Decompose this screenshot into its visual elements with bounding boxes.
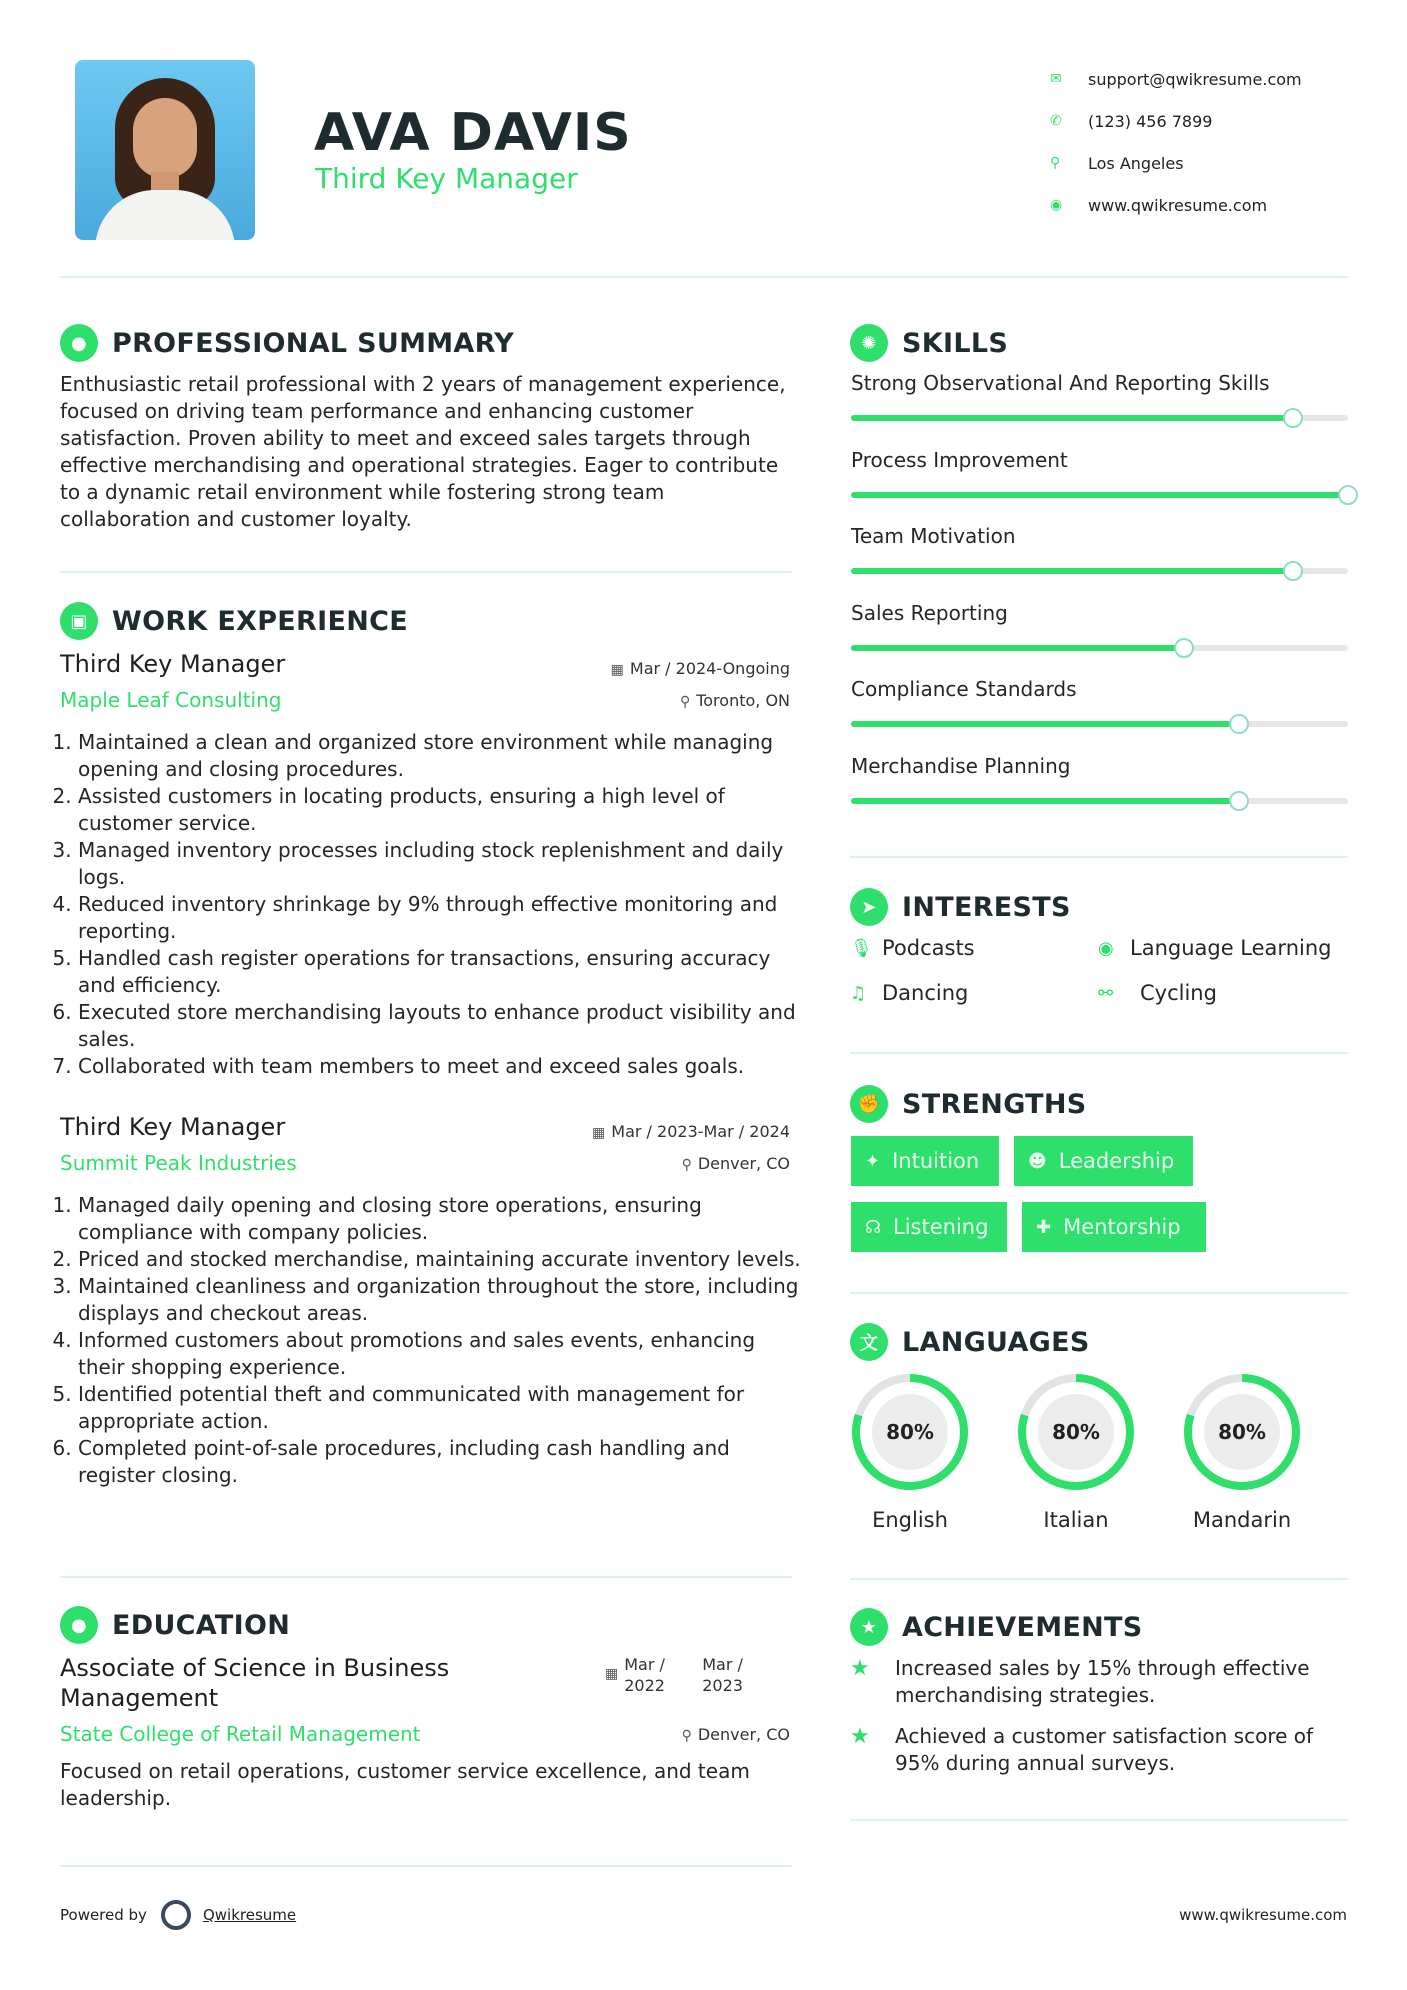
lightbulb-icon: ✺ (850, 324, 888, 362)
skill-bar-fill (851, 568, 1293, 574)
job-location: ⚲ Denver, CO (681, 1154, 790, 1173)
interest-dancing: ♫ Dancing (850, 981, 969, 1005)
footer-brand-link[interactable]: Qwikresume (202, 1906, 297, 1924)
job-dates: ▦ Mar / 2023-Mar / 2024 (592, 1122, 790, 1141)
job-bullets (58, 729, 803, 1080)
qwikresume-logo-icon (161, 1900, 191, 1930)
language-percent: 80% (886, 1420, 934, 1444)
languages-divider (850, 1578, 1348, 1580)
list-item: 6. Executed store merchandising layouts to enhance product visibility and sales. (78, 999, 803, 1053)
education-heading: ● EDUCATION (60, 1606, 290, 1644)
list-item: 1. Maintained a clean and organized store environment while managing opening and closing procedures. (78, 729, 803, 783)
skill-name: Merchandise Planning (851, 753, 1071, 778)
skill-bar (851, 721, 1348, 727)
language-ring (1180, 1370, 1304, 1532)
interest-cycling: ⚯ Cycling (1098, 981, 1217, 1005)
education-divider (60, 1865, 792, 1867)
footer-powered-by: Powered by Qwikresume (60, 1900, 296, 1930)
globe-icon: ◉ (1098, 937, 1114, 959)
music-note-icon: ♫ (850, 982, 867, 1004)
school-name: State College of Retail Management (60, 1722, 421, 1746)
star-icon: ★ (850, 1656, 870, 1681)
education-dates: ▦ Mar / 2022 Mar / 2023 (605, 1655, 743, 1695)
skill-bar-knob (1283, 408, 1303, 428)
skill-name: Compliance Standards (851, 677, 1077, 701)
user-icon: ● (60, 324, 98, 362)
pin-icon: ⚲ (681, 1157, 692, 1173)
language-name: Mandarin (1192, 1508, 1292, 1532)
list-item: 6. Completed point-of-sale procedures, including cash handling and register closing. (78, 1435, 803, 1489)
contact-email[interactable]: ✉ support@qwikresume.com (1050, 69, 1302, 89)
strength-listening: ☊ Listening (851, 1202, 1007, 1252)
achievements-divider (850, 1819, 1348, 1821)
interests-divider (850, 1052, 1348, 1054)
headphones-icon: ☊ (865, 1216, 881, 1238)
interests-heading: ➤ INTERESTS (850, 888, 1071, 926)
globe-icon: ◉ (1050, 197, 1063, 213)
briefcase-icon: ▣ (60, 602, 98, 640)
list-item: 4. Reduced inventory shrinkage by 9% through effective monitoring and reporting. (78, 891, 803, 945)
calendar-icon: ▦ (610, 662, 624, 678)
skill-bar-knob (1338, 485, 1358, 505)
star-icon: ★ (850, 1724, 870, 1749)
skills-divider (850, 856, 1348, 858)
list-item: 5. Handled cash register operations for transactions, ensuring accuracy and efficiency. (78, 945, 803, 999)
skill-name: Sales Reporting (851, 600, 1008, 625)
language-name: English (872, 1508, 948, 1532)
paper-plane-icon: ➤ (850, 888, 888, 926)
education-text: Focused on retail operations, customer service excellence, and team leadership. (60, 1759, 750, 1810)
achievement-item: ★ Increased sales by 15% through effective merchandising strategies. (850, 1656, 1310, 1707)
skill-bar (851, 645, 1348, 651)
interest-podcasts: 🎙 Podcasts (850, 936, 975, 960)
summary-heading: ● PROFESSIONAL SUMMARY (60, 324, 514, 362)
education-location: ⚲ Denver, CO (681, 1725, 790, 1744)
skill-bar (851, 568, 1348, 574)
list-item: 3. Managed inventory processes including stock replenishment and daily logs. (78, 837, 803, 891)
language-percent: 80% (1218, 1420, 1266, 1444)
skill-name: Strong Observational And Reporting Skills (851, 371, 1270, 395)
profile-photo (75, 60, 255, 240)
contact-website[interactable]: ◉ www.qwikresume.com (1050, 195, 1268, 215)
list-item: 2. Assisted customers in locating products, ensuring a high level of customer service. (78, 783, 803, 837)
language-ring (848, 1370, 972, 1532)
microphone-icon: 🎙 (850, 937, 873, 959)
footer-url[interactable]: www.qwikresume.com (1179, 1906, 1347, 1924)
strengths-heading: ✊ STRENGTHS (850, 1085, 1087, 1123)
skill-bar-fill (851, 645, 1184, 651)
skill-bar-knob (1283, 561, 1303, 581)
skill-bar (851, 798, 1348, 804)
list-item: 7. Collaborated with team members to meet and exceed sales goals. (78, 1053, 803, 1080)
job-title: Third Key Manager (60, 1113, 286, 1141)
degree-title: Associate of Science in Business Management (60, 1654, 450, 1712)
strength-mentorship: ✚ Mentorship (1022, 1202, 1206, 1252)
strengths-divider (850, 1292, 1348, 1294)
calendar-icon: ▦ (605, 1666, 619, 1682)
job-dates: ▦ Mar / 2024-Ongoing (610, 659, 790, 678)
user-plus-icon: ✚ (1036, 1216, 1052, 1238)
job-location: ⚲ Toronto, ON (679, 691, 790, 710)
summary-text: Enthusiastic retail professional with 2 years of management experience, focused on driving team performance and enhancing customer satisfaction. Proven ability to meet and exceed sales targets through effective merchandising and operational strategies. Eager to contribute to a dynamic retail environment while fostering strong team collaboration and customer loyalty. (60, 372, 786, 531)
calendar-icon: ▦ (592, 1125, 606, 1141)
candidate-name: AVA DAVIS (314, 103, 632, 163)
star-badge-icon: ★ (850, 1608, 888, 1646)
language-ring (1014, 1370, 1138, 1532)
job-title: Third Key Manager (60, 650, 286, 678)
achievement-item: ★ Achieved a customer satisfaction score of 95% during annual surveys. (850, 1724, 1314, 1775)
contact-block (1050, 58, 1350, 226)
skill-bar-fill (851, 798, 1239, 804)
magic-wand-icon: ✦ (865, 1150, 881, 1172)
summary-divider (60, 571, 792, 573)
skill-name: Process Improvement (851, 447, 1068, 472)
interest-language-learning: ◉ Language Learning (1098, 936, 1332, 960)
users-icon: ☻ (1028, 1150, 1047, 1172)
strength-intuition: ✦ Intuition (851, 1136, 999, 1186)
pin-icon: ⚲ (681, 1728, 692, 1744)
candidate-title: Third Key Manager (315, 162, 578, 195)
strength-leadership: ☻ Leadership (1014, 1136, 1193, 1186)
bicycle-icon: ⚯ (1098, 982, 1114, 1004)
skill-bar (851, 492, 1348, 498)
language-icon: 文 (850, 1323, 888, 1361)
skill-bar-fill (851, 492, 1348, 498)
work-divider (60, 1576, 792, 1578)
skill-bar (851, 415, 1348, 421)
skill-bar-knob (1174, 638, 1194, 658)
skill-bar-fill (851, 415, 1293, 421)
work-heading: ▣ WORK EXPERIENCE (60, 602, 408, 640)
list-item: 1. Managed daily opening and closing store operations, ensuring compliance with company policies. (78, 1192, 803, 1246)
list-item: 5. Identified potential theft and communicated with management for appropriate action. (78, 1381, 803, 1435)
skill-bar-knob (1229, 714, 1249, 734)
achievements-heading: ★ ACHIEVEMENTS (850, 1608, 1143, 1646)
job-bullets (58, 1192, 803, 1489)
list-item: 3. Maintained cleanliness and organization throughout the store, including displays and checkout areas. (78, 1273, 803, 1327)
location-pin-icon: ⚲ (1050, 155, 1061, 171)
envelope-icon: ✉ (1050, 71, 1062, 87)
job-company: Summit Peak Industries (60, 1151, 297, 1175)
skills-heading: ✺ SKILLS (850, 324, 1008, 362)
languages-heading: 文 LANGUAGES (850, 1323, 1090, 1361)
pin-icon: ⚲ (679, 694, 691, 710)
skill-name: Team Motivation (851, 524, 1016, 548)
skill-bar-fill (851, 721, 1239, 727)
graduation-icon: ● (60, 1606, 98, 1644)
list-item: 2. Priced and stocked merchandise, maintaining accurate inventory levels. (78, 1246, 803, 1273)
phone-icon: ✆ (1050, 113, 1062, 129)
contact-location: ⚲ Los Angeles (1050, 153, 1184, 173)
list-item: 4. Informed customers about promotions and sales events, enhancing their shopping experience. (78, 1327, 803, 1381)
job-company: Maple Leaf Consulting (60, 688, 282, 712)
fist-icon: ✊ (850, 1085, 888, 1123)
contact-phone[interactable]: ✆ (123) 456 7899 (1050, 111, 1213, 131)
language-name: Italian (1043, 1508, 1109, 1532)
header-divider (60, 276, 1348, 278)
skill-bar-knob (1229, 791, 1249, 811)
language-percent: 80% (1052, 1420, 1100, 1444)
